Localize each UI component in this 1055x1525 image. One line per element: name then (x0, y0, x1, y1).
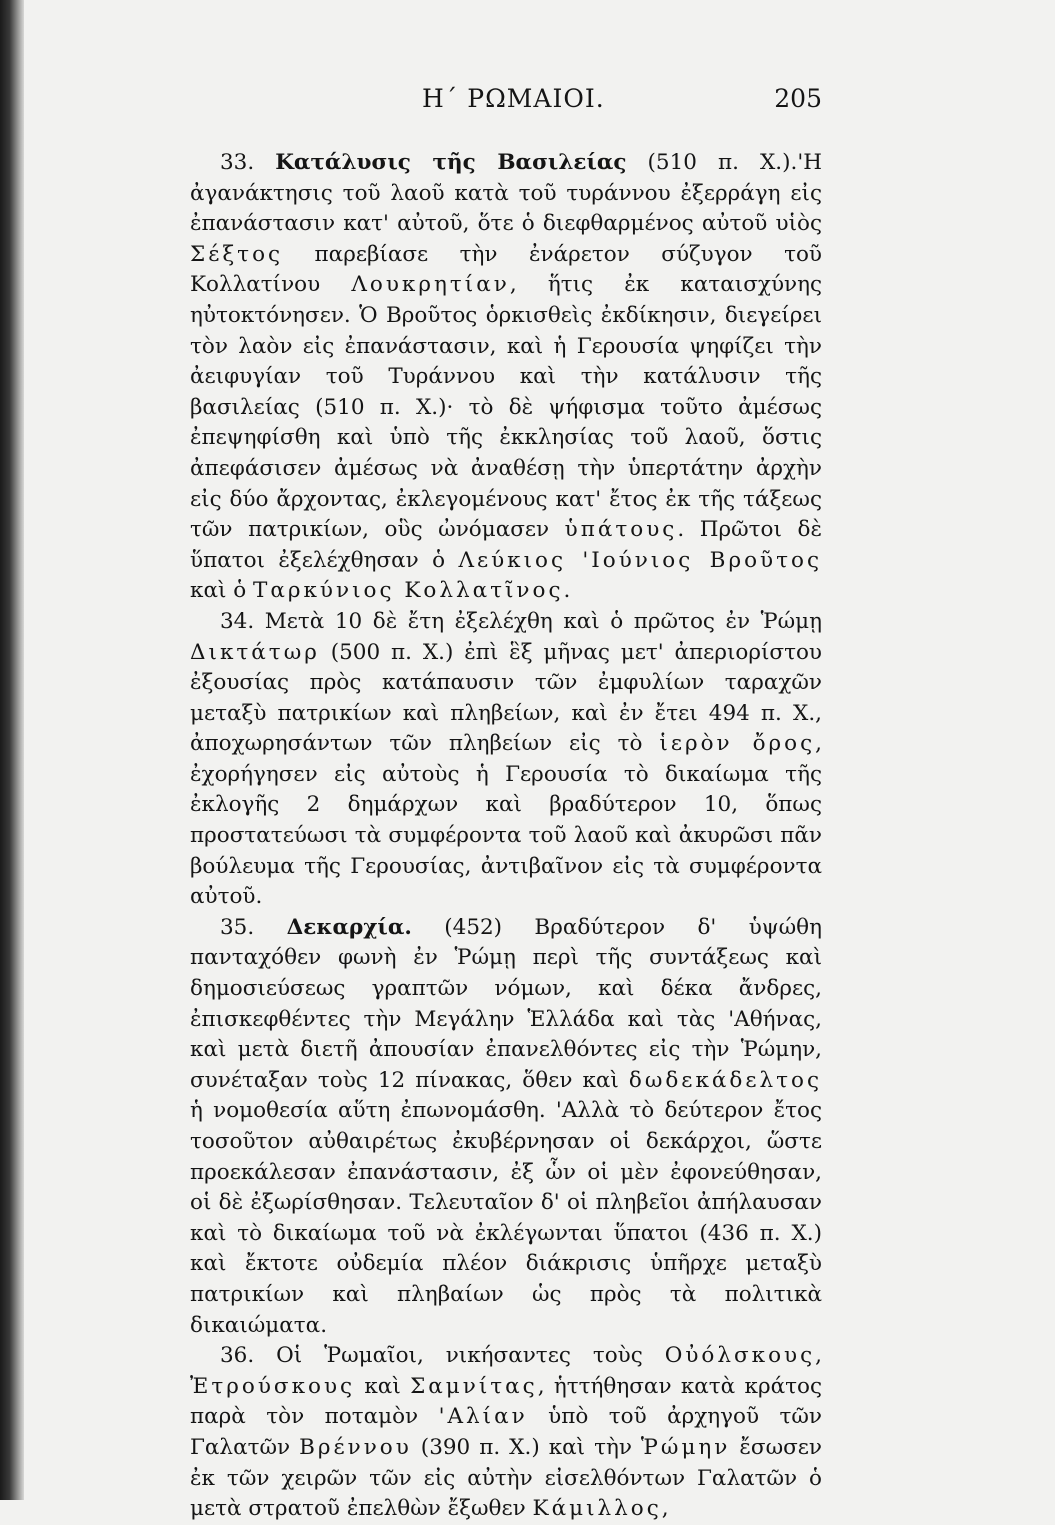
proper-name: Κάμιλλος (532, 1496, 662, 1522)
paragraph-number: 35. (220, 914, 255, 940)
paragraph-text: , ἡττήθησαν κατὰ κράτος παρὰ τὸν ποταμὸν (190, 1373, 822, 1430)
paragraph-36 (190, 1341, 822, 1525)
paragraph-text: . Πρῶτοι δὲ ὕπατοι ἐξελέχθησαν ὁ (190, 517, 822, 573)
scan-page-edge (0, 0, 24, 1500)
body-text (190, 148, 822, 1525)
running-title: Η΄ ΡΩΜΑΙΟΙ. (422, 84, 605, 113)
paragraph-text: παρεβίασε τὴν ἐνάρετον σύζυγον τοῦ Κολλατίνου (190, 241, 822, 298)
paragraph-number: 34. (220, 608, 255, 634)
proper-name: Βρέννου (299, 1434, 412, 1460)
proper-name: ὑπάτους (564, 517, 678, 543)
paragraph-text: καὶ ὁ (190, 578, 253, 604)
paragraph-text: , ἥτις ἐκ καταισχύνης ηὐτοκτόνησεν. Ὁ Βροῦτος ὁρκισθεὶς ἐκδίκησιν, διεγείρει τὸν λαὸν εἰς ἐπανάστασιν, καὶ ἡ Γερουσία ψηφίζει τὴν ἀειφυγίαν τοῦ Τυράννου καὶ τὴν κατάλυσιν τῆς βασιλείας (510 π. Χ.)· τὸ δὲ ψήφισμα τοῦτο ἀμέσως ἐπεψηφίσθη καὶ ὑπὸ τῆς ἐκκλησίας τοῦ λαοῦ, ὅστις ἀπεφάσισεν ἀμέσως νὰ ἀναθέσῃ τὴν ὑπερτάτην ἀρχὴν εἰς δύο ἄρχοντας, ἐκλεγομένους κατ' ἔτος ἐκ τῆς τάξεως τῶν πατρικίων, οὓς ὠνόμασεν (190, 272, 823, 543)
proper-name: Λεύκιος 'Ιούνιος Βροῦτος (458, 547, 822, 573)
paragraph-text: (390 π. Χ.) καὶ τὴν (411, 1434, 641, 1460)
proper-name: δωδεκάδελτος (628, 1067, 822, 1093)
paragraph-text: ἡ νομοθεσία αὕτη ἐπωνομάσθη. 'Αλλὰ τὸ δεύτερον ἔτος τοσοῦτον αὐθαιρέτως ἐκυβέρνησαν οἱ δεκάρχοι, ὥστε προεκάλεσαν ἐπανάστασιν, ἐξ ὧν οἱ μὲν ἐφονεύθησαν, οἱ δὲ ἐξωρίσθησαν. Τελευταῖον δ' οἱ πληβεῖοι ἀπήλαυσαν καὶ τὸ δικαίωμα τοῦ νὰ ἐκλέγωνται ὕπατοι (436 π. Χ.) καὶ ἔκτοτε οὐδεμία πλέον διάκρισις ὑπῆρχε μεταξὺ πατρικίων καὶ πληβαίων ὡς πρὸς τὰ πολιτικὰ δικαιώματα. (190, 1098, 822, 1338)
proper-name: Σαμνίτας (410, 1373, 538, 1399)
paragraph-text: , (815, 1343, 822, 1369)
page-header (190, 84, 822, 124)
paragraph-35 (190, 913, 822, 1341)
proper-name: Ἐτρούσκους (190, 1373, 356, 1399)
paragraph-text: , ἐχορήγησεν εἰς αὐτοὺς ἡ Γερουσία τὸ δικαίωμα τῆς ἐκλογῆς 2 δημάρχων καὶ βραδύτερον 10, ὅπως προστατεύωσι τὰ συμφέροντα τοῦ λαοῦ καὶ ἀκυρῶσι πᾶν βούλευμα τῆς Γερουσίας, ἀντιβαῖνον εἰς τὰ συμφέροντα αὐτοῦ. (190, 731, 822, 910)
proper-name: Ταρκύνιος Κολλατῖνος (253, 578, 564, 604)
section-heading: Κατάλυσις τῆς Βασιλείας (275, 150, 627, 175)
paragraph-33 (190, 148, 822, 607)
proper-name: Ῥώμην (640, 1434, 731, 1460)
paragraph-text: (500 π. Χ.) ἐπὶ ἓξ μῆνας μετ' ἀπεριορίστου ἐξουσίας πρὸς κατάπαυσιν τῶν ἐμφυλίων ταραχῶν μεταξὺ πατρικίων καὶ πληβείων, καὶ ἐν ἔτει 494 π. Χ., ἀποχωρησάντων τῶν πληβείων εἰς τὸ (190, 639, 822, 757)
paragraph-text: καὶ (355, 1373, 411, 1399)
proper-name: Δικτάτωρ (190, 639, 320, 665)
paragraph-text: (452) Βραδύτερον δ' ὑψώθη πανταχόθεν φωνὴ ἐν Ῥώμῃ περὶ τῆς συντάξεως καὶ δημοσιεύσεως γραπτῶν νόμων, καὶ δέκα ἄνδρες, ἐπισκεφθέντες τὴν Μεγάλην Ἑλλάδα καὶ τὰς 'Αθήνας, καὶ μετὰ διετῆ ἀπουσίαν ἐπανελθόντες εἰς τὴν Ῥώμην, συνέταξαν τοὺς 12 πίνακας, ὅθεν καὶ (190, 914, 822, 1093)
paragraph-number: 33. (220, 150, 255, 175)
page-number: 205 (774, 84, 822, 113)
paragraph-text: ὑπὸ τοῦ ἀρχηγοῦ τῶν Γαλατῶν (190, 1404, 822, 1460)
paragraph-text: ἔσωσεν ἐκ τῶν χειρῶν τῶν εἰς αὐτὴν εἰσελθόντων Γαλατῶν ὁ μετὰ στρατοῦ ἐπελθὼν ἔξωθεν (190, 1434, 822, 1522)
paragraph-text: . (563, 578, 571, 604)
section-heading: Δεκαρχία. (286, 914, 412, 940)
proper-name: ἱερὸν ὄρος (659, 731, 816, 757)
proper-name: 'Αλίαν (438, 1404, 528, 1430)
proper-name: Σέξτος (190, 241, 284, 267)
paragraph-number: 36. (220, 1343, 255, 1369)
paragraph-text: , (661, 1496, 669, 1522)
paragraph-34 (190, 607, 822, 913)
proper-name: Οὐόλσκους (664, 1343, 816, 1369)
proper-name: Λουκρητίαν (351, 272, 510, 298)
paragraph-text: (510 π. Χ.).'Η ἀγανάκτησις τοῦ λαοῦ κατὰ τοῦ τυράννου ἐξερράγη εἰς ἐπανάστασιν κατ' αὐτοῦ, ὅτε ὁ διεφθαρμένος αὐτοῦ υἱὸς (190, 150, 822, 237)
paragraph-text: Οἱ Ῥωμαῖοι, νικήσαντες τοὺς (254, 1343, 665, 1369)
paragraph-text: Μετὰ 10 δὲ ἔτη ἐξελέχθη καὶ ὁ πρῶτος ἐν Ῥώμῃ (254, 608, 822, 634)
